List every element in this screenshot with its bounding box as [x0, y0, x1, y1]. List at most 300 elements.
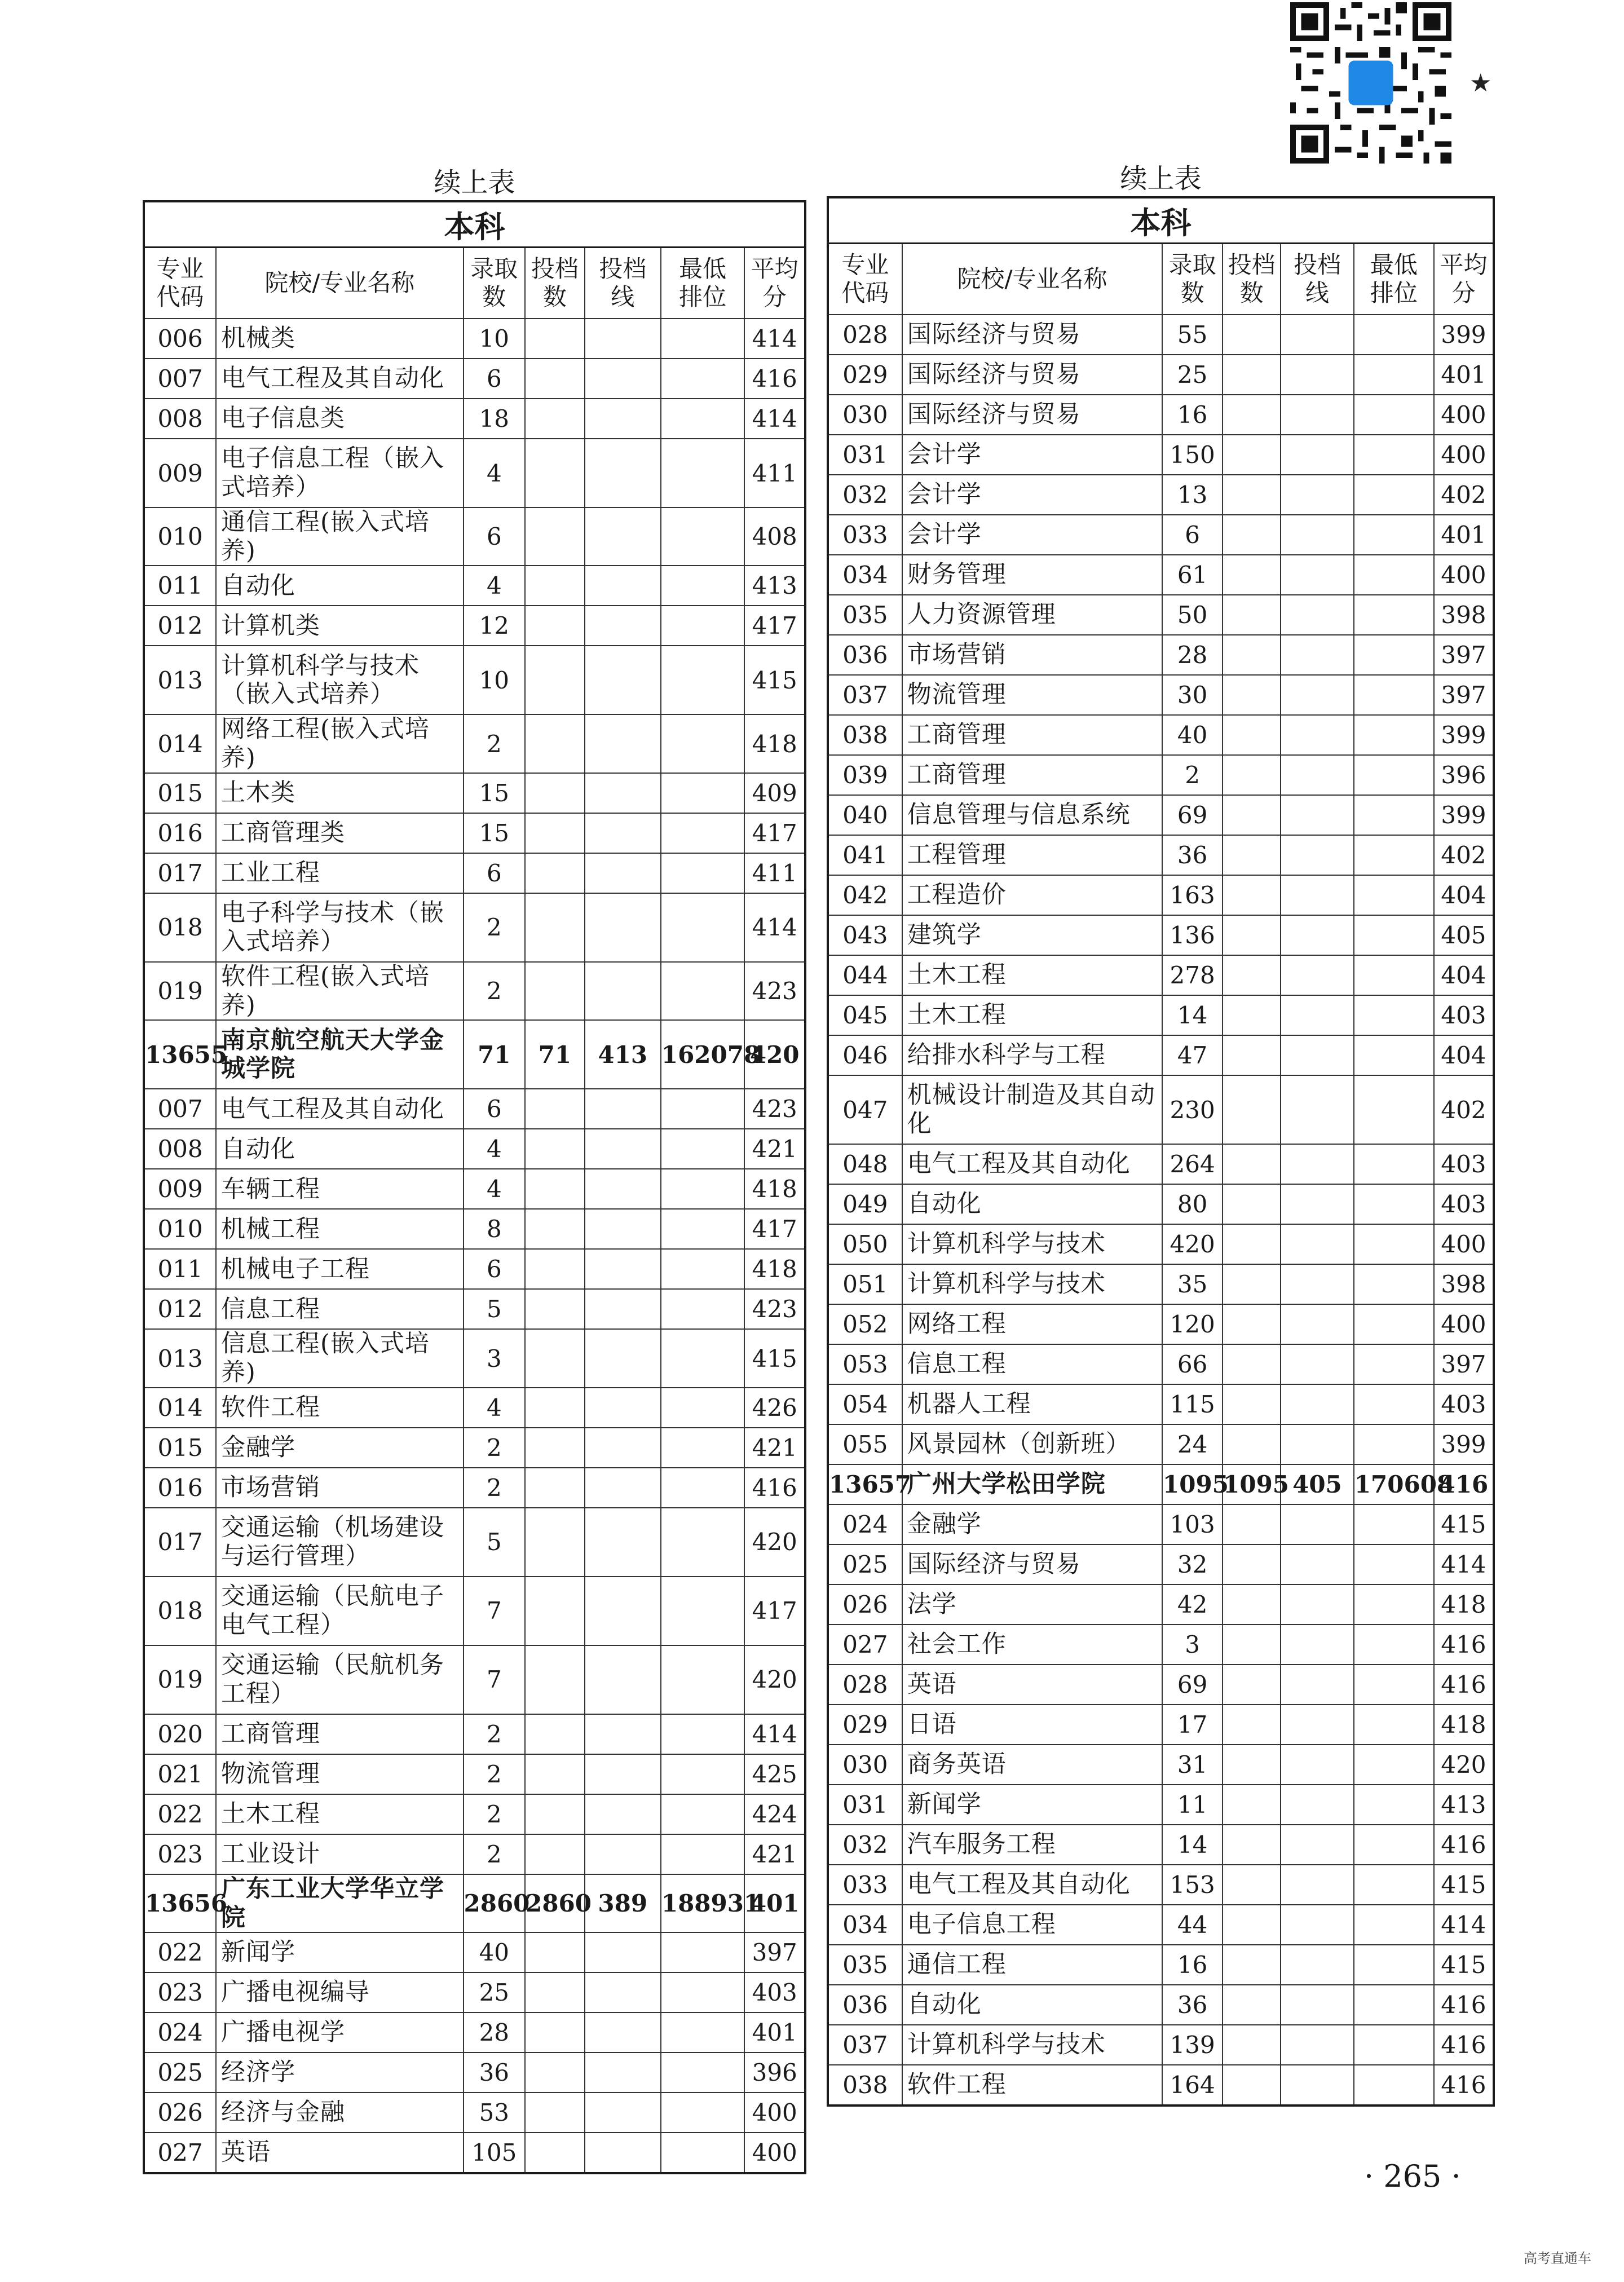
row-min-rank — [661, 1645, 745, 1714]
row-filed-count — [525, 1289, 585, 1329]
row-code: 022 — [144, 1932, 216, 1972]
row-filed-count — [1223, 315, 1281, 355]
row-filed-count — [1223, 1705, 1281, 1745]
major-row — [144, 319, 805, 359]
row-code: 027 — [144, 2133, 216, 2173]
row-filed-line — [1281, 635, 1354, 675]
major-row — [828, 1785, 1494, 1825]
row-name: 金融学 — [902, 1504, 1162, 1544]
major-row — [828, 1344, 1494, 1384]
major-row — [828, 315, 1494, 355]
row-min-rank — [661, 507, 745, 566]
major-row — [144, 1794, 805, 1834]
row-name: 土木类 — [216, 773, 463, 813]
row-min-rank — [661, 2133, 745, 2173]
row-min-rank — [1354, 1625, 1434, 1665]
row-name: 物流管理 — [216, 1754, 463, 1794]
major-row — [828, 555, 1494, 595]
row-avg-score: 397 — [1434, 635, 1494, 675]
row-name: 信息管理与信息系统 — [902, 795, 1162, 835]
row-filed-count — [525, 1169, 585, 1209]
row-min-rank — [1354, 2025, 1434, 2065]
row-min-rank — [1354, 595, 1434, 635]
row-name: 交通运输（民航机务工程） — [216, 1645, 463, 1714]
row-admitted: 4 — [464, 1169, 526, 1209]
row-filed-line — [1281, 1905, 1354, 1945]
row-code: 033 — [828, 1865, 902, 1905]
school-row — [144, 1020, 805, 1089]
row-name: 自动化 — [216, 566, 463, 606]
row-min-rank — [1354, 2065, 1434, 2106]
row-min-rank — [661, 566, 745, 606]
major-row — [828, 795, 1494, 835]
row-avg-score: 415 — [1434, 1945, 1494, 1985]
row-avg-score: 416 — [1434, 2065, 1494, 2106]
row-filed-line: 413 — [585, 1020, 661, 1089]
row-min-rank — [1354, 1384, 1434, 1424]
row-filed-line — [585, 2133, 661, 2173]
col-header-filed-count: 投档 数 — [525, 248, 585, 319]
row-admitted: 5 — [464, 1289, 526, 1329]
row-name: 电子科学与技术（嵌入式培养） — [216, 893, 463, 962]
row-admitted: 50 — [1162, 595, 1223, 635]
major-row — [144, 1089, 805, 1129]
row-admitted: 17 — [1162, 1705, 1223, 1745]
row-admitted: 40 — [464, 1932, 526, 1972]
row-code: 032 — [828, 1825, 902, 1865]
row-min-rank — [1354, 875, 1434, 915]
major-row — [144, 1129, 805, 1169]
row-filed-count — [1223, 1865, 1281, 1905]
row-min-rank — [661, 1329, 745, 1387]
row-code: 041 — [828, 835, 902, 875]
major-row — [828, 2025, 1494, 2065]
row-filed-line — [1281, 1035, 1354, 1075]
row-filed-count — [1223, 1075, 1281, 1144]
row-name: 自动化 — [216, 1129, 463, 1169]
row-admitted: 15 — [464, 813, 526, 853]
row-min-rank — [661, 813, 745, 853]
row-name: 英语 — [902, 1665, 1162, 1705]
row-filed-line — [1281, 1985, 1354, 2025]
row-admitted: 71 — [464, 1020, 526, 1089]
row-filed-count — [525, 714, 585, 773]
section-title: 本科 — [828, 197, 1494, 244]
row-name: 通信工程(嵌入式培养) — [216, 507, 463, 566]
major-row — [144, 399, 805, 439]
footer-logo: 高考直通车 — [1524, 2250, 1591, 2266]
row-filed-line — [585, 773, 661, 813]
row-filed-line — [1281, 1384, 1354, 1424]
row-admitted: 2 — [464, 1714, 526, 1754]
row-min-rank — [661, 319, 745, 359]
major-row — [828, 355, 1494, 395]
row-min-rank — [661, 2012, 745, 2053]
row-filed-line — [1281, 715, 1354, 755]
row-avg-score: 401 — [1434, 355, 1494, 395]
row-avg-score: 404 — [1434, 955, 1494, 995]
row-filed-line — [585, 439, 661, 507]
row-min-rank — [661, 1972, 745, 2012]
major-row — [828, 435, 1494, 475]
row-filed-line — [1281, 355, 1354, 395]
row-filed-count — [525, 319, 585, 359]
row-admitted: 1095 — [1162, 1464, 1223, 1504]
row-min-rank — [661, 1932, 745, 1972]
row-admitted: 2 — [464, 1834, 526, 1874]
row-code: 050 — [828, 1224, 902, 1264]
row-avg-score: 418 — [744, 714, 805, 773]
row-admitted: 2 — [464, 1794, 526, 1834]
row-min-rank — [661, 1508, 745, 1577]
row-avg-score: 418 — [744, 1169, 805, 1209]
row-filed-line — [585, 1249, 661, 1289]
row-filed-line — [585, 319, 661, 359]
col-header-admitted: 录取 数 — [1162, 244, 1223, 315]
row-min-rank — [1354, 1785, 1434, 1825]
row-filed-count — [1223, 1144, 1281, 1184]
row-admitted: 230 — [1162, 1075, 1223, 1144]
row-name: 电子信息类 — [216, 399, 463, 439]
row-filed-count — [1223, 1544, 1281, 1584]
row-admitted: 42 — [1162, 1584, 1223, 1625]
row-min-rank — [1354, 1035, 1434, 1075]
row-filed-line — [585, 1129, 661, 1169]
major-row — [828, 675, 1494, 715]
row-filed-count — [1223, 355, 1281, 395]
row-admitted: 25 — [1162, 355, 1223, 395]
row-filed-count — [525, 1388, 585, 1428]
row-code: 012 — [144, 606, 216, 646]
row-min-rank — [1354, 1945, 1434, 1985]
school-row — [828, 1464, 1494, 1504]
row-filed-count — [525, 2133, 585, 2173]
row-code: 040 — [828, 795, 902, 835]
major-row — [828, 1504, 1494, 1544]
major-row — [828, 1905, 1494, 1945]
row-admitted: 14 — [1162, 1825, 1223, 1865]
row-avg-score: 420 — [744, 1645, 805, 1714]
row-filed-line — [1281, 1184, 1354, 1224]
row-min-rank — [1354, 395, 1434, 435]
row-avg-score: 416 — [1434, 1464, 1494, 1504]
major-row — [828, 835, 1494, 875]
row-avg-score: 398 — [1434, 1264, 1494, 1304]
row-code: 016 — [144, 1468, 216, 1508]
row-min-rank — [661, 399, 745, 439]
row-code: 13655 — [144, 1020, 216, 1089]
row-filed-count: 1095 — [1223, 1464, 1281, 1504]
col-header-filed-line: 投档 线 — [1281, 244, 1354, 315]
row-name: 计算机科学与技术 — [902, 2025, 1162, 2065]
row-name: 电气工程及其自动化 — [216, 359, 463, 399]
major-row — [828, 955, 1494, 995]
row-code: 011 — [144, 1249, 216, 1289]
row-min-rank — [1354, 915, 1434, 955]
row-min-rank — [661, 1209, 745, 1249]
row-admitted: 53 — [464, 2093, 526, 2133]
major-row — [144, 1209, 805, 1249]
row-name: 商务英语 — [902, 1745, 1162, 1785]
row-admitted: 32 — [1162, 1544, 1223, 1584]
row-code: 033 — [828, 515, 902, 555]
row-filed-count — [525, 1209, 585, 1249]
row-avg-score: 413 — [744, 566, 805, 606]
row-admitted: 105 — [464, 2133, 526, 2173]
major-row — [144, 893, 805, 962]
row-filed-line — [585, 1972, 661, 2012]
row-filed-count — [525, 1972, 585, 2012]
row-name: 电子信息工程（嵌入式培养） — [216, 439, 463, 507]
major-row — [144, 853, 805, 893]
major-row — [828, 2065, 1494, 2106]
major-row — [144, 1754, 805, 1794]
major-row — [828, 1264, 1494, 1304]
row-name: 社会工作 — [902, 1625, 1162, 1665]
row-avg-score: 426 — [744, 1388, 805, 1428]
row-avg-score: 397 — [744, 1932, 805, 1972]
row-code: 039 — [828, 755, 902, 795]
row-name: 电气工程及其自动化 — [216, 1089, 463, 1129]
row-filed-count — [1223, 1304, 1281, 1344]
row-code: 031 — [828, 1785, 902, 1825]
row-filed-count — [1223, 835, 1281, 875]
row-avg-score: 403 — [1434, 1384, 1494, 1424]
row-code: 008 — [144, 399, 216, 439]
row-min-rank — [661, 1714, 745, 1754]
row-avg-score: 401 — [744, 1874, 805, 1932]
row-filed-count — [1223, 795, 1281, 835]
row-min-rank — [1354, 1504, 1434, 1544]
row-name: 土木工程 — [902, 955, 1162, 995]
row-filed-count — [1223, 555, 1281, 595]
row-min-rank — [1354, 1144, 1434, 1184]
row-avg-score: 414 — [1434, 1905, 1494, 1945]
row-name: 国际经济与贸易 — [902, 355, 1162, 395]
row-avg-score: 416 — [1434, 1625, 1494, 1665]
row-avg-score: 415 — [744, 646, 805, 714]
row-name: 土木工程 — [902, 995, 1162, 1035]
row-admitted: 2 — [464, 962, 526, 1020]
row-code: 014 — [144, 714, 216, 773]
row-filed-count — [525, 853, 585, 893]
row-filed-line — [1281, 1264, 1354, 1304]
row-min-rank — [1354, 515, 1434, 555]
row-filed-count — [525, 566, 585, 606]
row-filed-count — [1223, 1384, 1281, 1424]
row-name: 市场营销 — [902, 635, 1162, 675]
row-code: 022 — [144, 1794, 216, 1834]
row-filed-line: 389 — [585, 1874, 661, 1932]
row-filed-count — [525, 2012, 585, 2053]
qr-center-logo — [1349, 61, 1393, 105]
row-avg-score: 415 — [1434, 1865, 1494, 1905]
row-admitted: 25 — [464, 1972, 526, 2012]
row-code: 009 — [144, 1169, 216, 1209]
row-avg-score: 401 — [1434, 515, 1494, 555]
col-header-filed-line: 投档 线 — [585, 248, 661, 319]
col-header-filed-count: 投档 数 — [1223, 244, 1281, 315]
row-code: 028 — [828, 315, 902, 355]
row-avg-score: 416 — [1434, 1665, 1494, 1705]
major-row — [144, 566, 805, 606]
row-avg-score: 417 — [744, 1577, 805, 1645]
row-filed-count — [1223, 1184, 1281, 1224]
row-avg-score: 404 — [1434, 1035, 1494, 1075]
row-name: 工程造价 — [902, 875, 1162, 915]
row-name: 经济与金融 — [216, 2093, 463, 2133]
row-filed-line: 405 — [1281, 1464, 1354, 1504]
row-filed-line — [585, 1468, 661, 1508]
row-code: 018 — [144, 1577, 216, 1645]
row-filed-line — [585, 566, 661, 606]
row-filed-count — [1223, 1985, 1281, 2025]
row-code: 013 — [144, 1329, 216, 1387]
row-admitted: 11 — [1162, 1785, 1223, 1825]
row-admitted: 153 — [1162, 1865, 1223, 1905]
row-name: 给排水科学与工程 — [902, 1035, 1162, 1075]
row-name: 广播电视学 — [216, 2012, 463, 2053]
left-table-panel — [143, 165, 806, 2174]
row-name: 计算机科学与技术 — [902, 1224, 1162, 1264]
major-row — [828, 1544, 1494, 1584]
row-name: 新闻学 — [216, 1932, 463, 1972]
row-admitted: 40 — [1162, 715, 1223, 755]
row-code: 047 — [828, 1075, 902, 1144]
row-filed-count — [1223, 1905, 1281, 1945]
row-filed-count — [1223, 715, 1281, 755]
row-filed-line — [1281, 1344, 1354, 1384]
row-min-rank — [661, 2053, 745, 2093]
row-name: 人力资源管理 — [902, 595, 1162, 635]
row-filed-count — [525, 813, 585, 853]
row-avg-score: 418 — [1434, 1705, 1494, 1745]
row-name: 信息工程 — [216, 1289, 463, 1329]
col-header-min-rank: 最低 排位 — [661, 248, 745, 319]
row-filed-line — [585, 1428, 661, 1468]
row-name: 国际经济与贸易 — [902, 315, 1162, 355]
row-filed-line — [1281, 795, 1354, 835]
row-code: 017 — [144, 1508, 216, 1577]
row-avg-score: 420 — [744, 1020, 805, 1089]
row-filed-line — [585, 1577, 661, 1645]
row-name: 自动化 — [902, 1985, 1162, 2025]
row-admitted: 2860 — [464, 1874, 526, 1932]
row-filed-line — [1281, 555, 1354, 595]
row-code: 055 — [828, 1424, 902, 1464]
row-min-rank — [661, 1468, 745, 1508]
row-avg-score: 409 — [744, 773, 805, 813]
row-filed-count — [525, 1428, 585, 1468]
row-filed-count — [525, 1932, 585, 1972]
row-admitted: 139 — [1162, 2025, 1223, 2065]
col-header-name: 院校/专业名称 — [902, 244, 1162, 315]
row-admitted: 2 — [1162, 755, 1223, 795]
row-code: 042 — [828, 875, 902, 915]
major-row — [828, 1144, 1494, 1184]
row-filed-line — [1281, 1865, 1354, 1905]
row-filed-count — [1223, 435, 1281, 475]
row-min-rank — [661, 1577, 745, 1645]
row-name: 国际经济与贸易 — [902, 395, 1162, 435]
row-code: 037 — [828, 2025, 902, 2065]
row-filed-line — [1281, 515, 1354, 555]
right-table-panel — [827, 161, 1495, 2107]
row-admitted: 150 — [1162, 435, 1223, 475]
row-filed-count — [1223, 1584, 1281, 1625]
row-admitted: 80 — [1162, 1184, 1223, 1224]
row-admitted: 264 — [1162, 1144, 1223, 1184]
row-filed-line — [585, 507, 661, 566]
major-row — [144, 2133, 805, 2173]
row-min-rank — [1354, 555, 1434, 595]
row-code: 026 — [144, 2093, 216, 2133]
row-admitted: 120 — [1162, 1304, 1223, 1344]
row-min-rank — [1354, 715, 1434, 755]
row-filed-count — [1223, 1344, 1281, 1384]
row-code: 015 — [144, 1428, 216, 1468]
row-admitted: 2 — [464, 1754, 526, 1794]
row-admitted: 13 — [1162, 475, 1223, 515]
row-avg-score: 402 — [1434, 1075, 1494, 1144]
row-admitted: 30 — [1162, 675, 1223, 715]
major-row — [828, 1665, 1494, 1705]
row-filed-line — [1281, 2065, 1354, 2106]
row-filed-line — [585, 2012, 661, 2053]
row-avg-score: 399 — [1434, 1424, 1494, 1464]
row-filed-line — [1281, 875, 1354, 915]
major-row — [828, 1304, 1494, 1344]
row-min-rank — [1354, 1264, 1434, 1304]
row-filed-line — [1281, 1144, 1354, 1184]
row-avg-score: 414 — [744, 319, 805, 359]
row-filed-line — [585, 2053, 661, 2093]
row-filed-line — [585, 1209, 661, 1249]
table-body-right — [828, 315, 1494, 2106]
row-filed-line — [585, 359, 661, 399]
star-mark: ★ — [1469, 69, 1492, 98]
row-filed-line — [585, 962, 661, 1020]
row-admitted: 44 — [1162, 1905, 1223, 1945]
row-min-rank — [1354, 315, 1434, 355]
row-filed-line — [585, 2093, 661, 2133]
row-name: 通信工程 — [902, 1945, 1162, 1985]
row-avg-score: 424 — [744, 1794, 805, 1834]
row-name: 法学 — [902, 1584, 1162, 1625]
row-filed-count — [1223, 1825, 1281, 1865]
row-min-rank — [1354, 1905, 1434, 1945]
row-code: 015 — [144, 773, 216, 813]
row-admitted: 24 — [1162, 1424, 1223, 1464]
row-min-rank — [661, 1129, 745, 1169]
row-filed-line — [585, 606, 661, 646]
row-min-rank — [661, 1089, 745, 1129]
row-code: 13657 — [828, 1464, 902, 1504]
row-avg-score: 423 — [744, 962, 805, 1020]
row-filed-line — [1281, 915, 1354, 955]
row-name: 日语 — [902, 1705, 1162, 1745]
row-min-rank — [1354, 835, 1434, 875]
row-min-rank — [1354, 795, 1434, 835]
row-name: 网络工程 — [902, 1304, 1162, 1344]
row-name: 机械电子工程 — [216, 1249, 463, 1289]
row-avg-score: 400 — [1434, 1224, 1494, 1264]
row-code: 038 — [828, 2065, 902, 2106]
row-filed-count — [525, 773, 585, 813]
major-row — [144, 2053, 805, 2093]
row-avg-score: 420 — [1434, 1745, 1494, 1785]
row-avg-score: 417 — [744, 606, 805, 646]
